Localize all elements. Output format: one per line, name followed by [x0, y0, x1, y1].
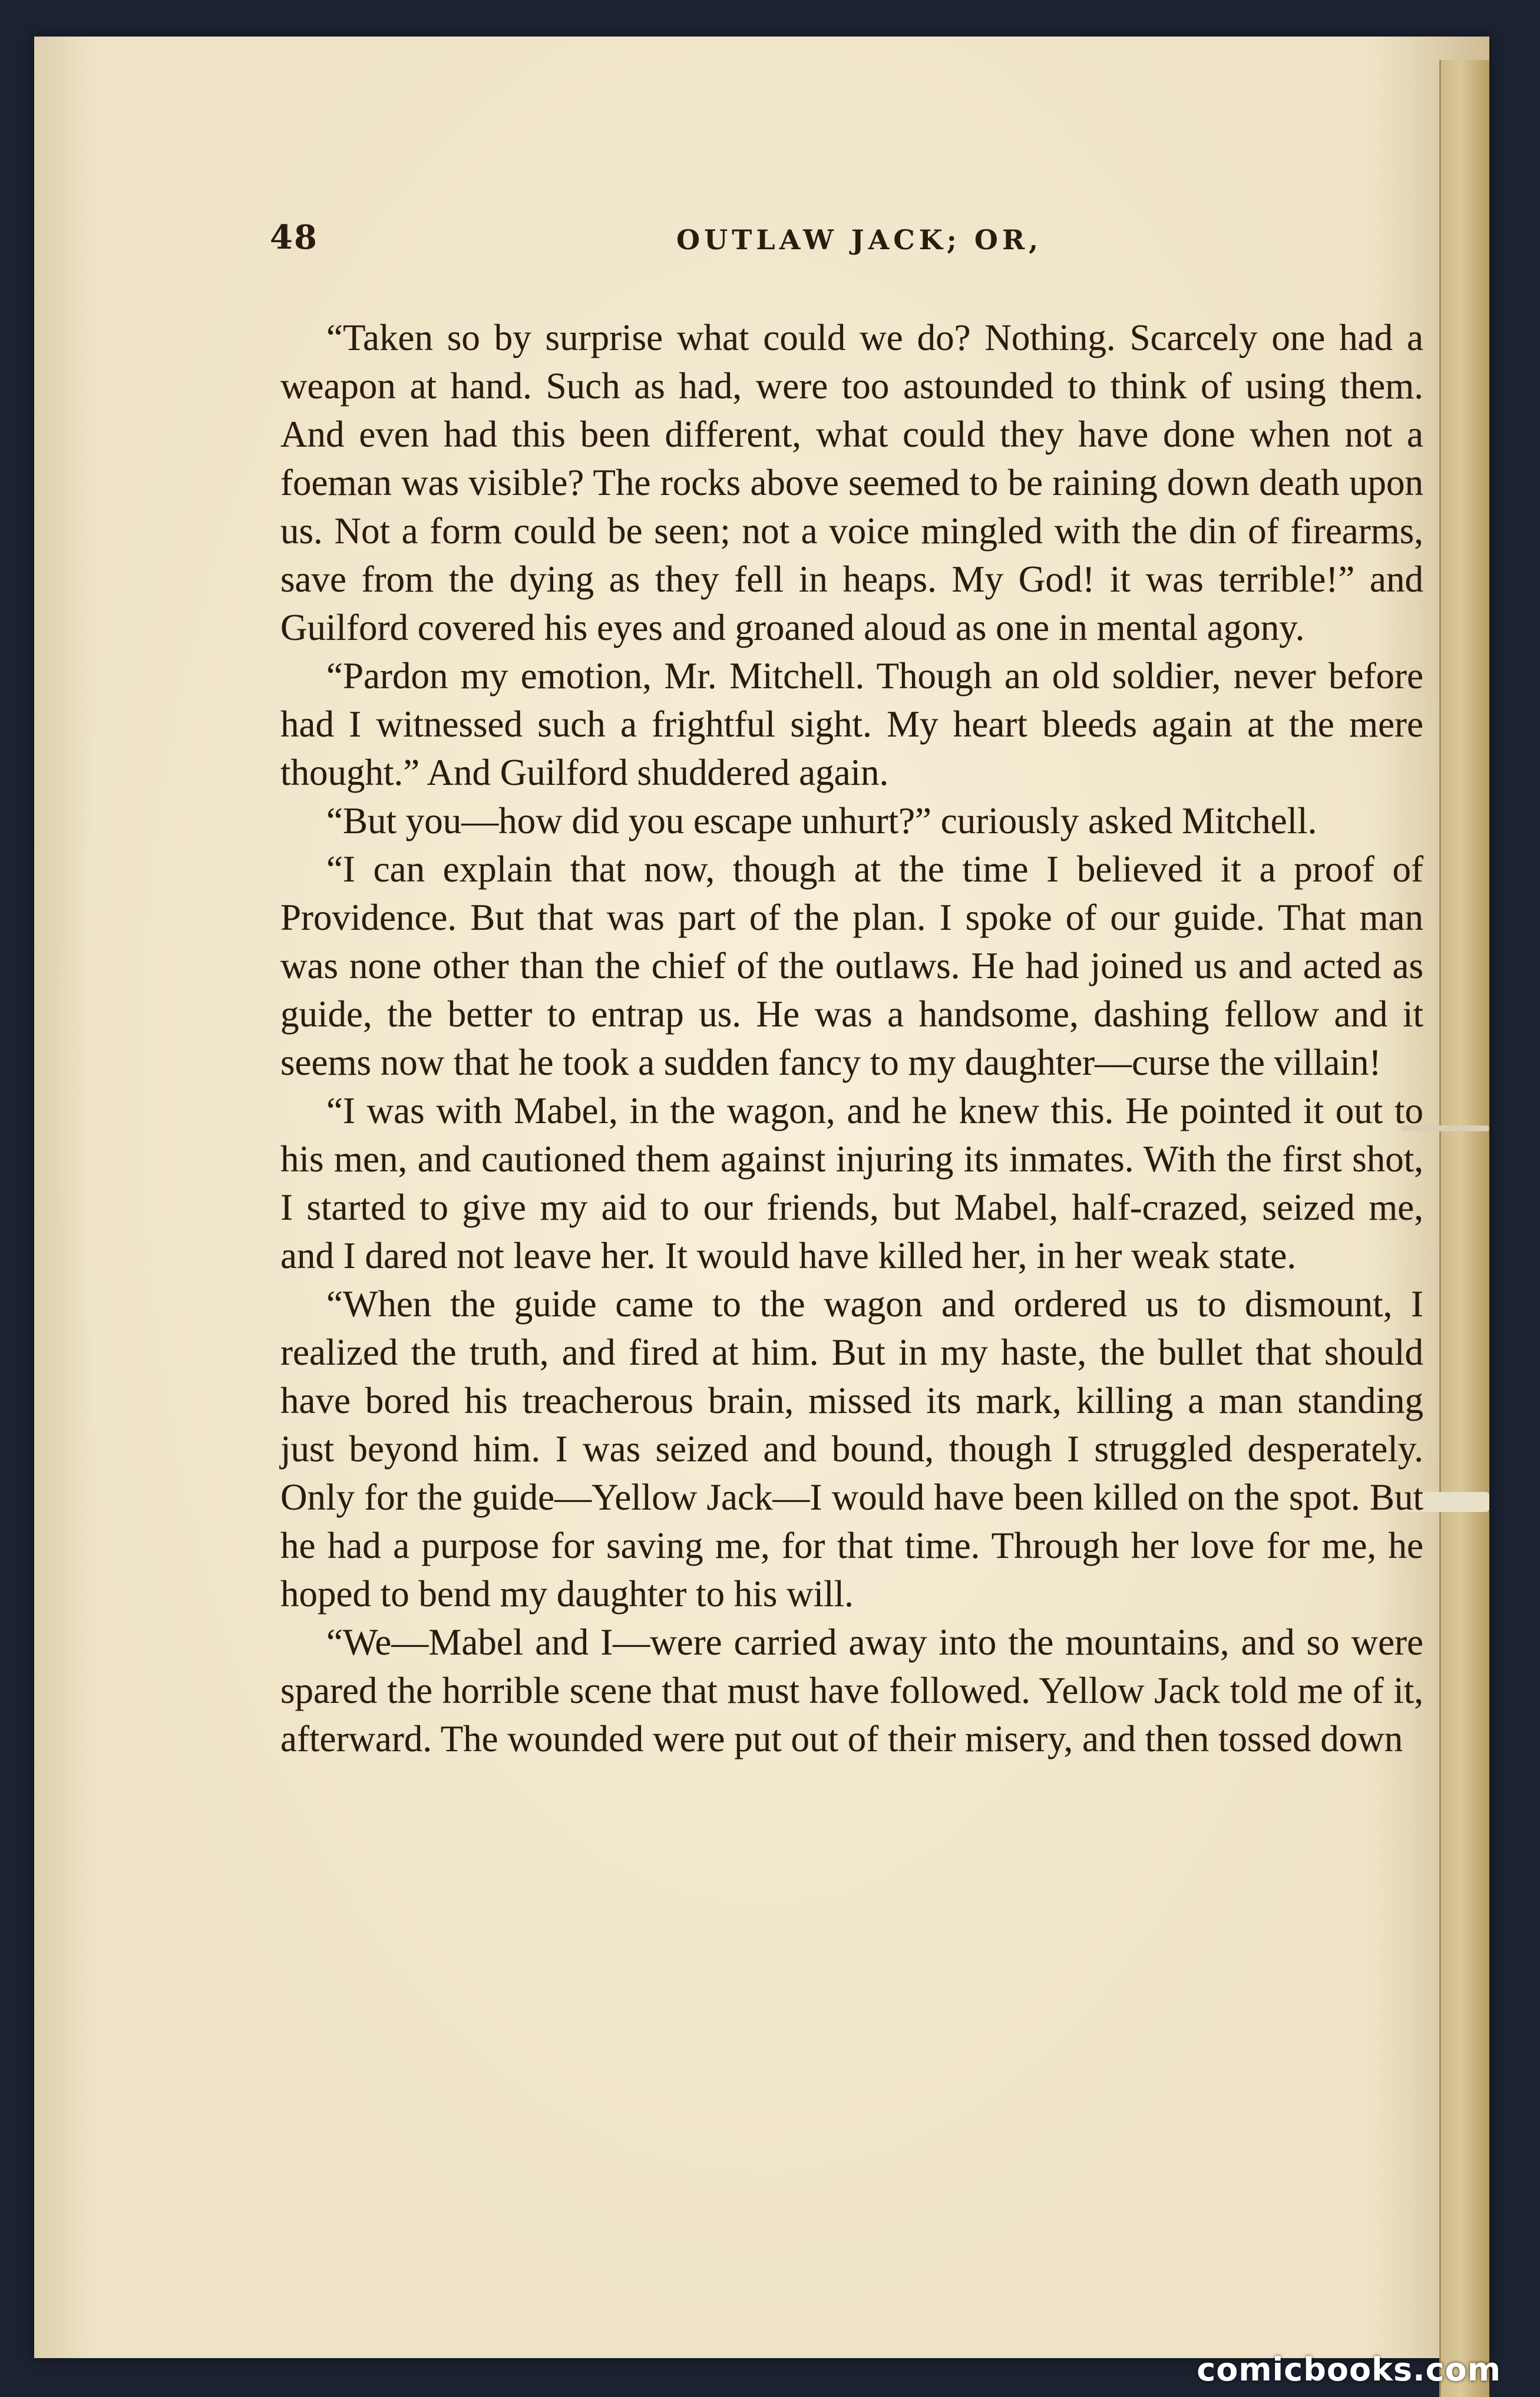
running-head: OUTLAW JACK; OR, — [676, 224, 1043, 256]
paragraph: “Taken so by surprise what could we do? Nothing. Scarcely one had a weapon at hand. Such as had, were too astounded to think of using them. And even had this been different, what could they have done when not a foeman was visible? The rocks above seemed to be raining down death upon us. Not a form could be seen; not a voice mingled with the din of firearms, save from the dying as they fell in heaps. My God! it was terrible!” and Guilford covered his eyes and groaned aloud as one in mental agony. — [280, 317, 1423, 648]
paragraph: “We—Mabel and I—were carried away into the mountains, and so were spared the horrible scene that must have followed. Yellow Jack told me of it, afterward. The wounded were put out of their misery, and then tossed down — [280, 1622, 1423, 1759]
paragraph: “But you—how did you escape unhurt?” curiously asked Mitchell. — [326, 800, 1317, 841]
paragraph: “Pardon my emotion, Mr. Mitchell. Though an old soldier, never before had I witnessed such a frightful sight. My heart bleeds again at the mere thought.” And Guilford shuddered again. — [280, 655, 1423, 793]
site-watermark: comicbooks.com — [1197, 2351, 1501, 2388]
paragraph: “When the guide came to the wagon and ordered us to dismount, I realized the truth, and fired at him. But in my haste, the bullet that should have bored his treacherous brain, missed its mark, killing a man standing just beyond him. I was seized and bound, though I struggled desperately. Only for the guide—Yellow Jack—I would have been killed on the spot. But he had a purpose for saving me, for that time. Through her love for me, he hoped to bend my daughter to his will. — [280, 1283, 1423, 1614]
book-page — [34, 37, 1489, 2358]
page-number: 48 — [270, 218, 318, 257]
body-text — [280, 313, 1423, 1763]
paragraph: “I can explain that now, though at the time I believed it a proof of Providence. But that was part of the plan. I spoke of our guide. That man was none other than the chief of the outlaws. He had joined us and acted as guide, the better to entrap us. He was a handsome, dashing fellow and it seems now that he took a sudden fancy to my daughter—curse the villain! — [280, 848, 1423, 1083]
paragraph: “I was with Mabel, in the wagon, and he knew this. He pointed it out to his men, and cautioned them against injuring its inmates. With the first shot, I started to give my aid to our friends, but Mabel, half-crazed, seized me, and I dared not leave her. It would have killed her, in her weak state. — [280, 1090, 1423, 1276]
page-header — [270, 218, 1448, 265]
page-spine-edge — [1439, 60, 1489, 2397]
